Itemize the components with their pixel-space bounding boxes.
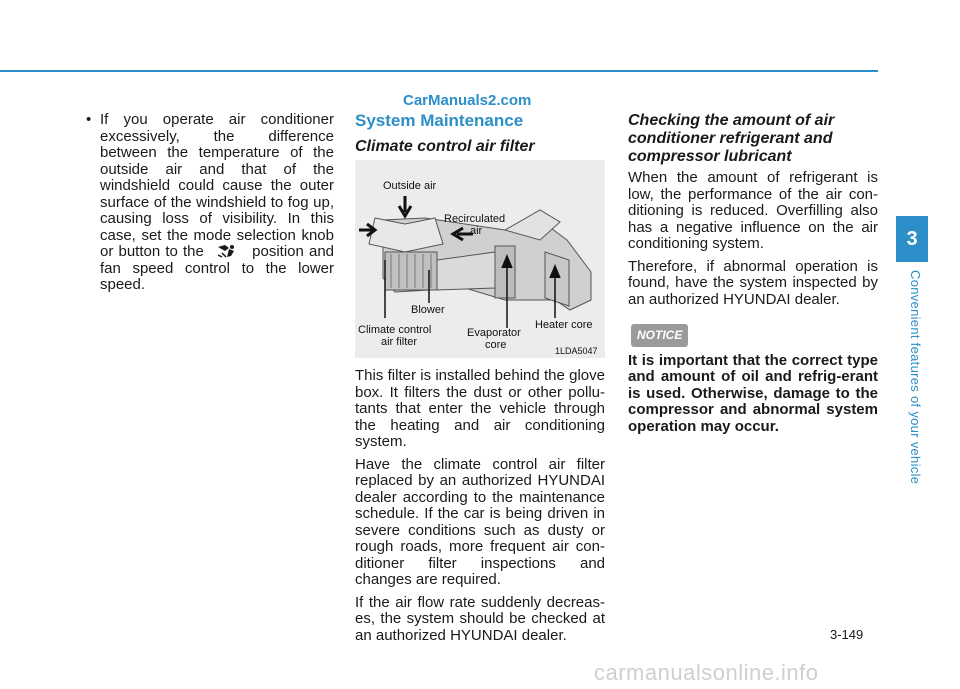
- chapter-tab: 3: [896, 216, 928, 262]
- header-rule: [0, 70, 878, 72]
- paragraph: Have the climate control air filter replaced by an authorized HYUNDAI dealer according to the maintenance schedule. If the car is being driven in severe conditions such as dusty or rough roads, more frequent air con-ditioner filter inspections and changes are required.: [355, 455, 605, 588]
- label-blower: Blower: [411, 304, 445, 316]
- paragraph: This filter is installed behind the glove box. It filters the dust or other pollu-tants that enter the vehicle through the heating and air conditioning system.: [355, 367, 605, 450]
- chapter-title: Convenient features of your vehicle: [908, 270, 923, 485]
- watermark-bottom: carmanualsonline.info: [594, 660, 819, 685]
- defrost-floor-mode-icon: [215, 244, 241, 258]
- label-evaporator-2: core: [485, 339, 507, 351]
- bullet-dot: •: [86, 111, 92, 128]
- bullet-text-after: position and fan speed control to the lower speed.: [100, 243, 335, 293]
- notice-text: It is important that the correct type and amount of oil and refrig-erant is used. Otherwise, damage to the compressor and abnormal system operation may occur.: [628, 351, 878, 435]
- bullet-text-before: If you operate air conditioner excessively, the difference between the temperature of the outside air and that of the windshield could cause the outer surface of the windshield to fog up, causing loss of visibility. In this case, set the mode selection knob or button to the: [100, 111, 334, 260]
- column-right: [628, 112, 878, 435]
- section-title: System Maintenance: [355, 111, 524, 130]
- air-filter-diagram: [355, 160, 605, 358]
- figure-code: 1LDA5047: [555, 346, 598, 356]
- column-middle: [355, 112, 605, 650]
- column-left: [86, 112, 334, 294]
- air-filter-illustration: [355, 160, 605, 358]
- label-filter-1: Climate control: [358, 324, 432, 336]
- paragraph: Therefore, if abnormal operation is found, have the system inspected by an authorized HYUNDAI dealer.: [628, 257, 878, 308]
- watermark-top: CarManuals2.com: [403, 92, 532, 109]
- page-number: 3-149: [830, 627, 864, 642]
- bullet-item: [86, 112, 334, 294]
- label-outside-air: Outside air: [383, 180, 437, 192]
- paragraph: When the amount of refrigerant is low, the performance of the air con-ditioning is reduced. Overfilling also has a negative influence on the air conditioning system.: [628, 169, 878, 252]
- subsection-title: Checking the amount of air conditioner refrigerant and compressor lubricant: [628, 112, 835, 165]
- label-heater-core: Heater core: [535, 319, 593, 331]
- label-filter-2: air filter: [381, 336, 418, 348]
- label-recirculated-2: air: [470, 225, 483, 237]
- paragraph: If the air flow rate suddenly decreas-es, the system should be checked at an authorized HYUNDAI dealer.: [355, 593, 605, 644]
- label-recirculated-1: Recirculated: [444, 213, 506, 225]
- label-evaporator-1: Evaporator: [467, 327, 521, 339]
- notice-badge: NOTICE: [631, 324, 688, 347]
- subsection-title: Climate control air filter: [355, 138, 535, 155]
